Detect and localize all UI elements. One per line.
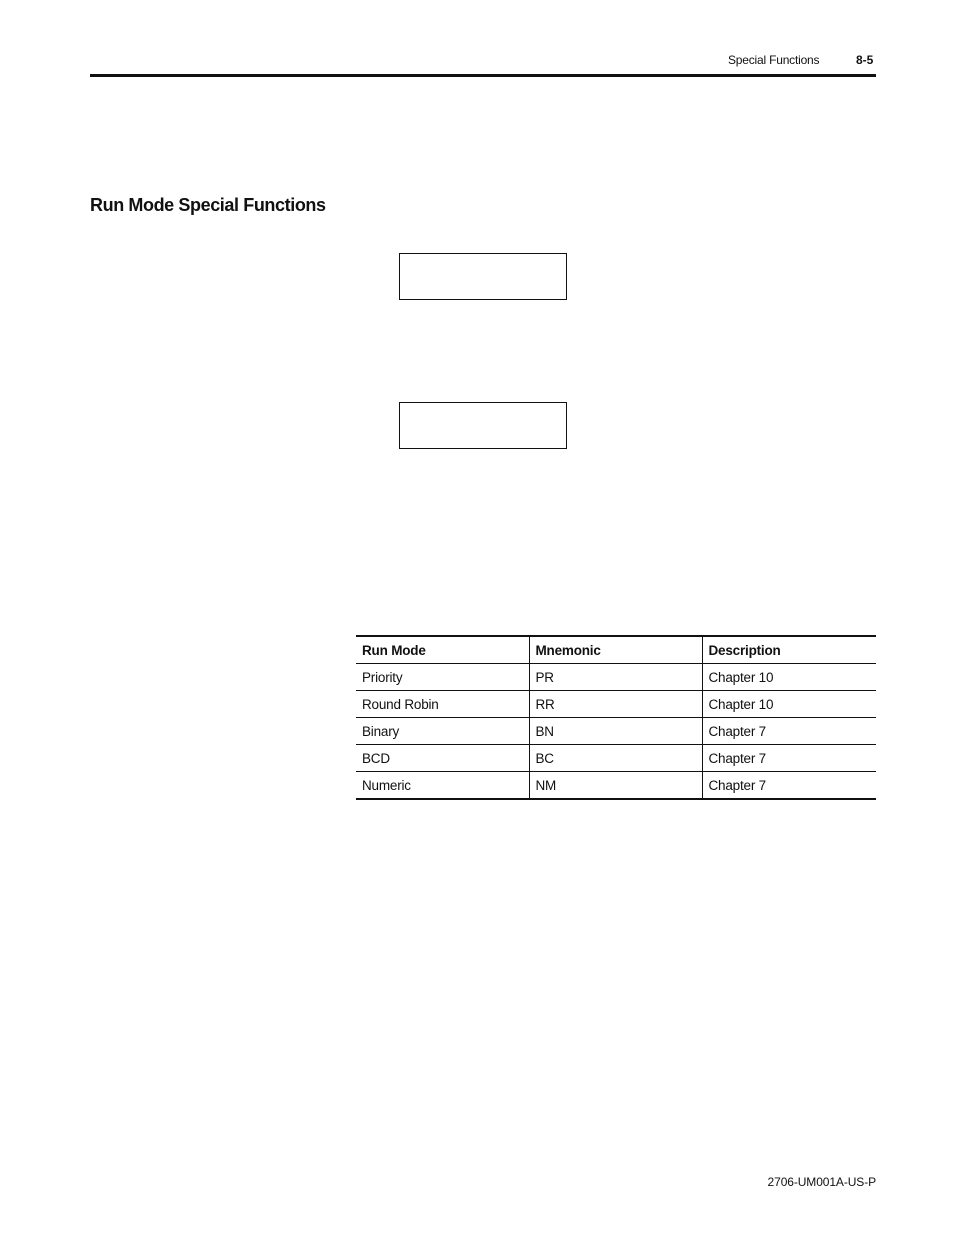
cell-mnemonic: NM <box>529 772 702 800</box>
column-header-run-mode: Run Mode <box>356 636 529 664</box>
cell-run-mode: BCD <box>356 745 529 772</box>
section-title: Run Mode Special Functions <box>90 195 326 215</box>
cell-mnemonic: BC <box>529 745 702 772</box>
cell-mnemonic: BN <box>529 718 702 745</box>
header-section-title: Special Functions <box>728 53 820 67</box>
cell-run-mode: Round Robin <box>356 691 529 718</box>
cell-run-mode: Priority <box>356 664 529 691</box>
table-row <box>356 718 876 745</box>
cell-description: Chapter 10 <box>702 664 876 691</box>
run-mode-table <box>356 635 876 800</box>
cell-description: Chapter 7 <box>702 745 876 772</box>
cell-run-mode: Numeric <box>356 772 529 800</box>
display-box-2 <box>399 402 567 449</box>
cell-description: Chapter 10 <box>702 691 876 718</box>
cell-description: Chapter 7 <box>702 718 876 745</box>
footer-document-number: 2706-UM001A-US-P <box>767 1175 876 1189</box>
column-header-mnemonic: Mnemonic <box>529 636 702 664</box>
column-header-description: Description <box>702 636 876 664</box>
table-row <box>356 664 876 691</box>
table-row <box>356 772 876 800</box>
display-box-1 <box>399 253 567 300</box>
cell-run-mode: Binary <box>356 718 529 745</box>
header-page-number: 8-5 <box>856 53 874 67</box>
table-row <box>356 691 876 718</box>
cell-mnemonic: RR <box>529 691 702 718</box>
header-rule <box>90 74 876 77</box>
cell-mnemonic: PR <box>529 664 702 691</box>
cell-description: Chapter 7 <box>702 772 876 800</box>
table-row <box>356 745 876 772</box>
table-header-row <box>356 636 876 664</box>
